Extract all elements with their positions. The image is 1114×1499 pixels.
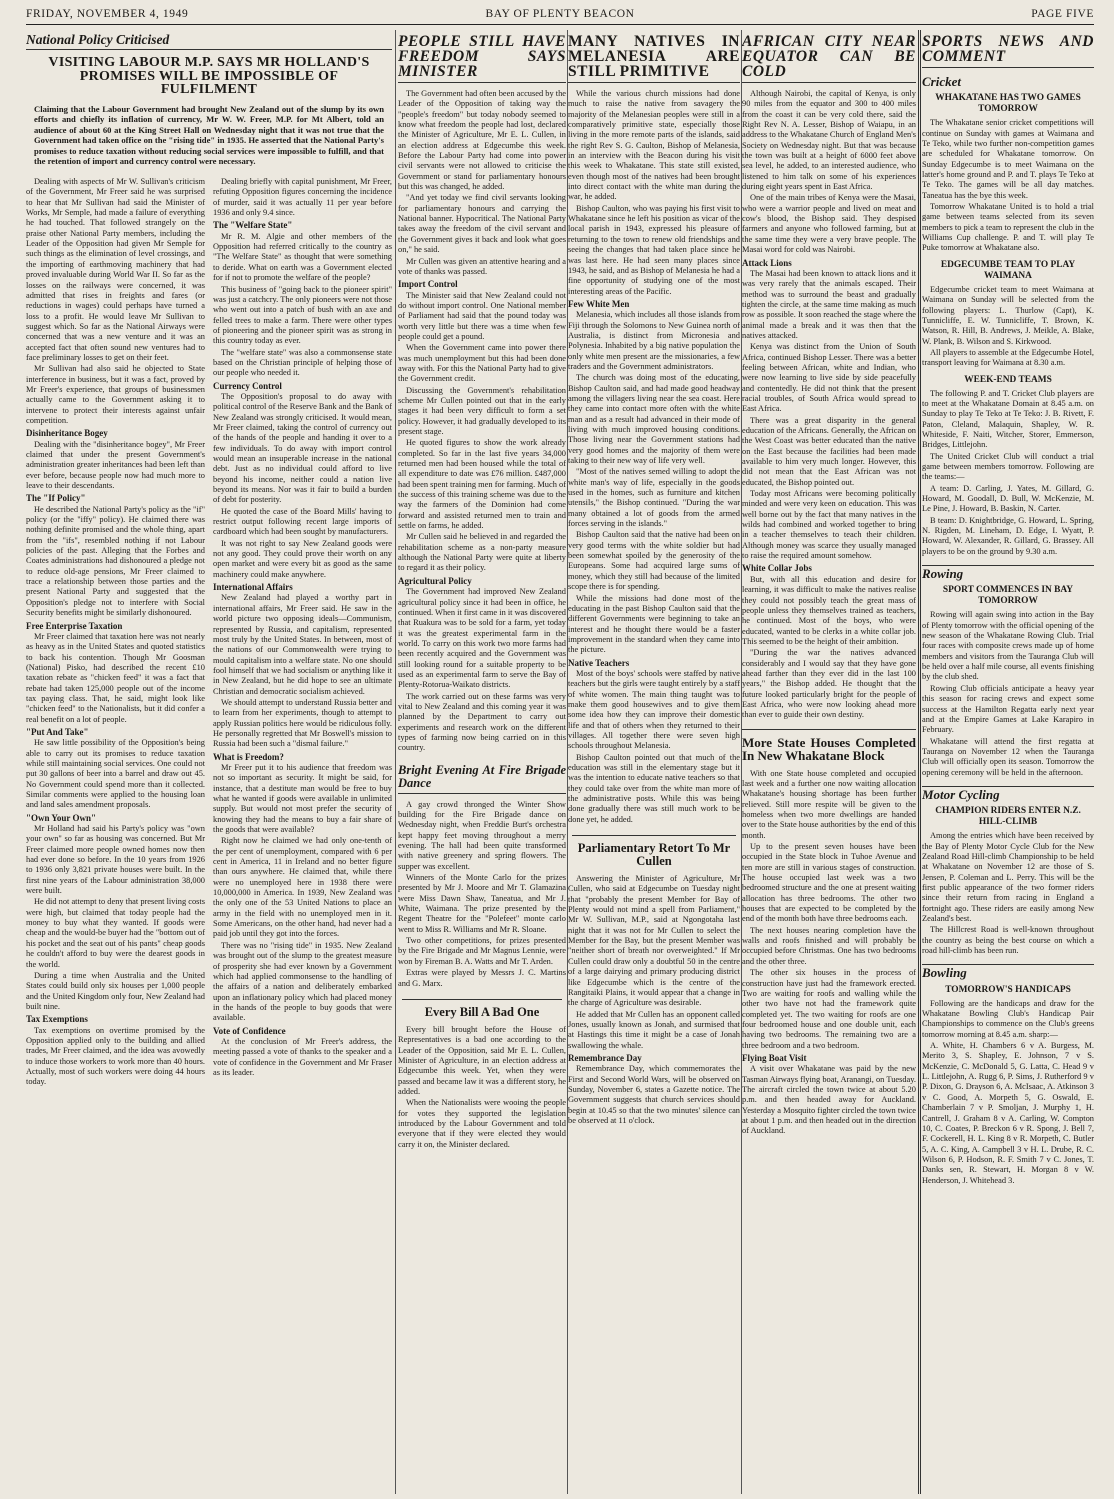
- sports-column-rule: [918, 30, 921, 1494]
- paragraph: Dealing briefly with capital punishment, Mr Freer, refuting Opposition figures concerning the incidence of murder, said it was actually 11 per year before 1936 and only 9.4 since.: [213, 177, 392, 218]
- paragraph: Bishop Caulton said that the native had been on very good terms with the white soldier but had been somewhat spoiled by the generosity of the Europeans. Some had acquired large sums of money, which they still had because of the limited scope there is for spending.: [568, 530, 740, 592]
- paragraph: Today most Africans were becoming politically minded and were very keen on education. This was well borne out by the fact that many natives in the wilds had combined and worked together to bring in a teacher themselves to teach their children. Although money was scarce they usually managed to raise the required amount somehow.: [742, 489, 916, 561]
- paragraph: Dealing with the "disinheritance bogey", Mr Freer claimed that under the present Government's administration greater inheritances had been left than ever before, because people now had much more to leave to their descendants.: [26, 439, 205, 491]
- subheading: What is Freedom?: [213, 751, 284, 762]
- paragraph: Edgecumbe cricket team to meet Waimana at Waimana on Sunday will be selected from the following players: L. Thurlow (Capt), K. Tunnicliffe, E. W. Tunnicliffe, T. Brown, K. Watson, R. Hill, B. Andrews, J. Meikle, A. Blake, W. Plank, B. Wilson and S. Kirkwood.: [922, 284, 1094, 346]
- paragraph: Dealing with aspects of Mr W. Sullivan's criticism of the Government, Mr Freer said he was surprised to hear that Mr Sullivan had said the Minister of Works, Mr Semple, had made a failure of everything he had touched. That followed strangely on the praise other National Party members, including the Leader of the Opposition had given Mr Semple for such things as the elimination of level crossings, and the importing of earthmoving machinery that had proved invaluable during World War II. So far as the losses on the railways were concerned, it was admitted that rises in freights and fares (or reductions in wages) could perhaps have turned a loss to a profit. He would leave Mr Sullivan to suggest which. So far as the National Airways were concerned that was a new venture and it was an accepted fact that often sound new ventures had to face preliminary losses to get on their feet.: [26, 177, 205, 362]
- paragraph: This business of "going back to the pioneer spirit" was just a catchcry. The only pioneers were not those who went out into a patch of bush with an axe and felled trees to make a farm. There were other types of pioneering and the pioneer spirit was as strong in this country today as ever.: [213, 284, 392, 346]
- column-freedom: [398, 30, 566, 1494]
- paragraph: Rowing will again swing into action in the Bay of Plenty tomorrow with the official opening of the new season of the Whakatane Rowing Club. Trial four races with composite crews made up of home members and visitors from the Tauranga Club will be held over a half mile course, all events finishing by the club shed.: [922, 610, 1094, 682]
- article-headline: Bright Evening At Fire Brigade Dance: [398, 764, 566, 794]
- paragraph: The next houses nearing completion have the walls and roofs finished and will probably be occupied before Christmas. One has two bedrooms and the other three.: [742, 925, 916, 966]
- paragraph: The Hillcrest Road is well-known throughout the country as being the best course on which a road hill-climb has been run.: [922, 925, 1094, 956]
- paragraph: Extras were played by Messrs J. C. Martins and G. Marx.: [398, 968, 566, 988]
- subheading: Free Enterprise Taxation: [26, 620, 123, 631]
- subheading: Agricultural Policy: [398, 575, 472, 586]
- subheading: Attack Lions: [742, 257, 792, 268]
- paragraph: He quoted figures to show the work already completed. So far in the last five years 34,000 returned men had been housed while the total of all expenditure to date was £76 million. £487,000 had been spent training men for farming. Much of the success of this training scheme was due to the way the farmers of the Dominion had come forward and assisted returned men to train and settle on farms, he added.: [398, 438, 566, 531]
- subheading: Tax Exemptions: [26, 1014, 88, 1025]
- paragraph: Following are the handicaps and draw for the Whakatane Bowling Club's Handicap Pair Championships to commence on the Club's greens tomorrow morning at 8.45 a.m. sharp:—: [922, 998, 1094, 1039]
- paragraph: Bishop Caulton pointed out that much of the education was still in the elementary stage but it was the intention to educate native teachers so that they could take over from the white man more of the administrative posts. While this was being done gradually there was still much work to be done yet, he added.: [568, 752, 740, 824]
- paragraph: Winners of the Monte Carlo for the prizes presented by Mr J. Moore and Mr T. Glamazina were Miss Dawn Shaw, Taneatua, and Mr J. White, Waimana. The prize presented by the Regent Theatre for the "Polefeet" monte carlo went to Miss R. Williams and Mr R. Sloane.: [398, 873, 566, 934]
- masthead: BAY OF PLENTY BEACON: [485, 8, 635, 20]
- article-headline: Every Bill A Bad One: [402, 999, 562, 1019]
- paragraph: Every bill brought before the House of Representatives is a bad one according to the Leader of the Opposition, said Mr E. L. Cullen, Minister of Agriculture, in an election address at Edgecumbe this week. Yet, when they were passed and became law it was a different story, he added.: [398, 1024, 566, 1096]
- paragraph: The other six houses in the process of construction have just had the framework erected. Two are waiting for roofs and walling while the other two have not had the framework quite completed yet. The two waiting for roofs are one four bedroomed house and one double unit, each having two bedrooms. The remaining two are a three bedroom and a two bedroom.: [742, 968, 916, 1050]
- paragraph: The following P. and T. Cricket Club players are to meet at the Whakatane Domain at 8.45 a.m. on Sunday to play Te Teko at Te Teko: J. B. Rivett, F. Paton, Cleland, Malaquin, Shapley, W. R. Whiteside, F. Naiti, Witcher, Storer, Emmerson, Bridges, Littlejohn.: [922, 388, 1094, 450]
- paragraph: "During the war the natives advanced considerably and I would say that they have gone ahead farther than they ever did in the last 100 years," the Bishop added. He thought that the future looked particularly bright for the people of East Africa, who were now looking ahead more than ever to guide their own destiny.: [742, 648, 916, 720]
- paragraph: Discussing the Government's rehabilitation scheme Mr Cullen pointed out that in the early stages it had been very difficult to form a set policy. However, it had gradually developed to its present stage.: [398, 385, 566, 436]
- sport-title: Cricket: [922, 74, 961, 89]
- paragraph: The Opposition's proposal to do away with political control of the Reserve Bank and the Bank of New Zealand was strongly criticised. It would mean, Mr Freer claimed, taking the control of currency out of the hands of the people and handing it over to a few individuals. To do away with import control would mean an insuperable increase in the national debt. Just as no individual could afford to live beyond his income, neither could a nation live beyond its means. Nor was it fair to build a burden of debt for posterity.: [213, 391, 392, 505]
- article-body-left: [26, 177, 205, 1089]
- paragraph: Kenya was distinct from the Union of South Africa, continued Bishop Lesser. There was a better feeling between African, white and Indian, who were now learning to live side by side peacefully and contentedly. He did not think that the present racial troubles, of South Africa would spread to East Africa.: [742, 342, 916, 414]
- article-headline: Parliamentary Retort To Mr Cullen: [572, 835, 736, 868]
- section-title: SPORTS NEWS AND COMMENT: [922, 34, 1094, 68]
- sport-title: Bowling: [922, 964, 1094, 978]
- paragraph: A. White, H. Chambers 6 v A. Burgess, M. Merito 3, S. Shapley, E. Johnson, 7 v S. McKenzie, C. McDonald 5, G. Latta, C. Head 9 v L. Littlejohn, A. Rugg 6, P. Sims, J. Rutherford 9 v P. Dixon, G. Drayson 6, A. McIsaac, A. Atkinson 3 v C. Good, A. Morpeth 5, G. Oswald, E. Chamberlain 7 v P. Smoljan, J. Murphy 1, H. Cantrell, J. Graham 8 v A. Carling, W. Compton 10, C. Coates, P. Breckon 6 v R. Spong, J. Bell 7, F. Cockerell, H. L. King 8 v R. Morpeth, C. Butler 5, A. C. King, A. Campbell 3 v H. L. Drube, R. C. Wilson 6, P. Hodson, R. F. Smith 7 v C. Jones, T. Danks sen, R. Stewart, H. Morgan 8 v W. Henderson, J. Whitehead 3.: [922, 1041, 1094, 1185]
- paragraph: Rowing Club officials anticipate a heavy year this season for racing crews and expect some success at the Hamilton Regatta early next year and at the Empire Games at Lake Karapiro in February.: [922, 683, 1094, 735]
- article-headline: VISITING LABOUR M.P. SAYS MR HOLLAND'S PROMISES WILL BE IMPOSSIBLE OF FULFILMENT: [48, 55, 370, 97]
- paragraph: Tax exemptions on overtime promised by the Opposition applied only to the building and allied trades, Mr Freer claimed, and the idea was avowedly to induce those workers to work more than 40 hours. Actually, most of such workers were doing 44 hours today.: [26, 1025, 205, 1087]
- paragraph: A visit over Whakatane was paid by the new Tasman Airways flying boat, Aranangi, on Tuesday. The aircraft circled the town twice at about 5.20 p.m. and then headed away for Auckland. Yesterday a Mosquito fighter circled the town twice at about 1 p.m. and then headed out in the direction of Auckland.: [742, 1064, 916, 1136]
- article-headline: WEEK-END TEAMS: [964, 374, 1052, 385]
- article-headline: AFRICAN CITY NEAR EQUATOR CAN BE COLD: [742, 34, 916, 83]
- article-headline: PEOPLE STILL HAVE FREEDOM SAYS MINISTER: [398, 34, 566, 83]
- paragraph: Remembrance Day, which commemorates the First and Second World Wars, will be observed on Sunday, November 6, states a Gazette notice. The Government suggests that church services should begin at 10.45 so that the two minutes' silence can be observed at 11 o'clock.: [568, 1064, 740, 1125]
- article-intro: Claiming that the Labour Government had brought New Zealand out of the slump by its own efforts and chiefly its inflation of currency, Mr W. W. Freer, M.P. for Mt Albert, told an audience of about 60 at the King Street Hall on Wednesday night that it was not true that the Government had taken office on the "rising tide" in 1935. He asserted that the National Party's promises to reduce taxation without reducing social services were impossible to fulfill, and that the retention of import and currency control were necessary.: [34, 103, 384, 167]
- paragraph: We should attempt to understand Russia better and to learn from her experiments, though to attempt to apply Russian politics here would be ridiculous folly. He personally regretted that Mr Boswell's mission to Russia had been such a "dismal failure.": [213, 697, 392, 749]
- subheading: "Put And Take": [26, 726, 89, 737]
- subheading: Disinheritance Bogey: [26, 428, 108, 439]
- paragraph: The "welfare state" was also a commonsense state based on the Christian principle of helping those of our people who needed it.: [213, 347, 392, 378]
- page-number: PAGE FIVE: [1031, 8, 1094, 20]
- subheading: The "If Policy": [26, 493, 86, 504]
- header-date: FRIDAY, NOVEMBER 4, 1949: [26, 8, 189, 20]
- paragraph: Mr Freer put it to his audience that freedom was not so important as security. It might be said, for instance, that a destitute man would be free to buy what he wanted if goods were available in unlimited supply. But would not most prefer the security of knowing they had the means to buy a fair share of the goods that were available?: [213, 762, 392, 835]
- paragraph: Answering the Minister of Agriculture, Mr Cullen, who said at Edgecumbe on Tuesday night that "probably the present Member for Bay of Plenty would not mind a spell from Parliament," Mr W. Sullivan, M.P., said at Ngongotaha last night that it was not for Mr Cullen to select the Member for the Bay, but the present Member was "neither short of breath nor overweighted." If Mr Cullen could draw only a doubtful 50 in the centre of a large dairying and primary producing district like Edgecumbe which is the centre of the Rangitaiki Plains, it would appear that a change in the charge of Agriculture was desirable.: [568, 874, 740, 1008]
- paragraph: He described the National Party's policy as the "if" policy (or the "iffy" policy). He claimed there was nothing definite promised and the whole thing, apart from the "ifs", resembled nothing if not Labour policies of the past. Alleging that the Forbes and Coates administrations had dishonoured a pledge not to reduce old-age pensions, Mr Freer claimed to trace a relationship between those parties and the present National Party and suggested that the Opposition's pledge not to interfere with Social Security benefits might be similarly dishonoured.: [26, 504, 205, 618]
- paragraph: Mr Holland had said his Party's policy was "own your own" so far as housing was concerned. But Mr Freer claimed more people owned homes now then had ever done so before. In the 10 years from 1926 to 1936 only 3,821 private houses were built. In the first nine years of the Labour administration 38,000 were built.: [26, 824, 205, 896]
- paragraph: Mr Freer claimed that taxation here was not nearly as heavy as in the United States and quoted statistics to back his contention. Though Mr Goosman (National) Pisko, had described the recent £10 taxation rebate as "chicken feed" it was a fact that rebate had taken 125,000 people out of the income tax paying class. That, he said, might look like "chicken feed" to the Nationalists, but it did confer a real benefit on a lot of people.: [26, 631, 205, 724]
- paragraph: But, with all this education and desire for learning, it was difficult to make the natives realise they could not possibly teach the great mass of people unless they themselves trained as teachers, he continued. Most of the boys, who were educated, wanted to be clerks in a white collar job. This seemed to be the height of their ambition.: [742, 574, 916, 646]
- paragraph: The Minister said that New Zealand could not do without import control. One National member of Parliament had said that the pound today was worth very little but there was a time when few people could get a pound.: [398, 290, 566, 341]
- article-headline: TOMORROW'S HANDICAPS: [945, 984, 1071, 995]
- article-body-right: [213, 177, 392, 1089]
- paragraph: When the Nationalists were wooing the people for votes they supported the legislation introduced by the Labour Government and told everyone that if they were elected they would carry it on, the Minister declared.: [398, 1098, 566, 1149]
- paragraph: Mr Cullen was given an attentive hearing and a vote of thanks was passed.: [398, 256, 566, 276]
- article-headline: More State Houses Completed In New Whakatane Block: [742, 729, 916, 763]
- subheading: Vote of Confidence: [213, 1025, 286, 1036]
- paragraph: With one State house completed and occupied last week and a further one now waiting allocation Whakatane's housing shortage has been further relieved. Still more respite will be given to the homeless when two more dwellings are handed over to the State house authorities by the end of this month.: [742, 768, 916, 840]
- paragraph: The Government had improved New Zealand agricultural policy since it had been in office, he continued. When it first came in it was discovered that Ruakura was to be sold for a farm, yet today it was the greatest experimental farm in the world. To carry on this work two more farms had been recently acquired and the Government was still looking round for a suitable property to be used as an experimental farm to serve the Bay of Plenty-Rotorua-Waikato districts.: [398, 587, 566, 690]
- article-headline: MANY NATIVES IN MELANESIA ARE STILL PRIMITIVE: [568, 34, 740, 83]
- paragraph: He saw little possibility of the Opposition's being able to carry out its promises to reduce taxation while still maintaining social services. One could not put 30 gallons of beer into a barrel and draw out 45. No Government could spend more than it collected. Similar comments were applied to the housing loan and land sales amendment proposals.: [26, 738, 205, 810]
- article-headline: SPORT COMMENCES IN BAY TOMORROW: [942, 585, 1074, 607]
- paragraph: A gay crowd thronged the Winter Show building for the Fire Brigade dance on Wednesday night, when Freddie Burt's orchestra kept happy feet moving throughout a merry evening. The hall had been quite transformed with native greenery and spring flowers. The supper was excellent.: [398, 799, 566, 871]
- column-sports: [922, 30, 1094, 1494]
- paragraph: The church was doing most of the educating, Bishop Caulton said, and had made good headway among the villagers living near the sea coast. Here they came into contact more often with the white man and as a result had advanced in their mode of living with much improved housing conditions. Those living near the Government stations had very good homes and the majority of them were taking to their new way of life very well.: [568, 373, 740, 466]
- article-headline: CHAMPION RIDERS ENTER N.Z. HILL-CLIMB: [935, 806, 1081, 828]
- paragraph: Two other competitions, for prizes presented by the Fire Brigade and Mr Magnus Lennie, were won by Fireman B. A. Watts and Mr T. Arden.: [398, 936, 566, 966]
- subheading: Native Teachers: [568, 657, 630, 668]
- paragraph: Among the entries which have been received by the Bay of Plenty Motor Cycle Club for the New Zealand Road Hill-climb Championship to be held at Whakatane on November 12 are those of S. Jensen, P. Coleman and L. Perry. This will be the first public appearance of the two former riders since their return from racing in England a fortnight ago. These riders are easily among New Zealand's best.: [922, 831, 1094, 923]
- paragraph: New Zealand had played a worthy part in international affairs, Mr Freer said. He saw in the world picture two opposing ideals—Communism, represented by Russia, and capitalism, represented most truly by the United States. In between, most of the nations of our Commonwealth were trying to mould capitalism into a welfare state. No one should fool himself that we had socialism or anything like it in New Zealand, but he did hope to see an ultimate Christian and democratic socialism achieved.: [213, 593, 392, 696]
- paragraph: When the Government came into power there was much unemployment but this had been done away with. For this the National Party had to give the Government credit.: [398, 343, 566, 384]
- column-africa: [742, 30, 916, 1494]
- subheading: White Collar Jobs: [742, 563, 812, 574]
- article-body: [26, 177, 392, 1089]
- paragraph: "Most of the natives semed willing to adopt the white man's way of life, especially in the goods used in the homes, such as furniture and kitchen utensils," the Bishop continued. "During the war many obtained a lot of goods from the armed forces serving in the islands.": [568, 467, 740, 529]
- paragraph: The Whakatane senior cricket competitions will continue on Sunday with games at Waimana and Te Teko, while two further non-competition games are scheduled for Whakatane tomorrow. On Sunday Edgecumbe is to meet Waimana on the latter's home ground and P. and T. plays Te Teko at Te Teko. The games will be all day matches. Taneatua has the bye this week.: [922, 118, 1094, 200]
- page-header: [26, 6, 1094, 25]
- paragraph: During a time when Australia and the United States could build only six houses per 1,000 people and the United Kingdom only four, New Zealand had built nine.: [26, 970, 205, 1011]
- sport-title: Rowing: [922, 565, 1094, 579]
- paragraph: Most of the boys' schools were staffed by native teachers but the girls were taught entirely by a staff of white women. The main thing taught was to make them good housewives and to give them some idea how they can improve their domestic life and that of others when they returned to their villages. All together there were seven high schools throughout Melanesia.: [568, 668, 740, 751]
- article-headline: EDGECUMBE TEAM TO PLAY WAIMANA: [940, 259, 1076, 281]
- paragraph: Mr Cullen said he believed in and regarded the rehabilitation scheme as a non-party measure although the National Party were quite at liberty to regard it as their policy.: [398, 532, 566, 573]
- paragraph: Melanesia, which includes all those islands from Fiji through the Solomons to New Guinea north of Australia, is distinct from Micronesia and Polynesia. Inhabited by a big native population the only white men present are the missionaries, a few traders and the Government administrators.: [568, 310, 740, 371]
- paragraph: The work carried out on these farms was very vital to New Zealand and this coming year it was planned by the Department to carry out experiments and research work on the different types of farming now being carried on in this country.: [398, 691, 566, 753]
- paragraph: He did not attempt to deny that present living costs were high, but claimed that today people had the money to buy what they wanted. If goods were cheap and the would-be buyer had the "bottom out of his pocket and the seat out of his pants" cheap goods he couldn't afford to buy were the dearest goods in the world.: [26, 897, 205, 969]
- subheading: Currency Control: [213, 380, 282, 391]
- subheading: The "Welfare State": [213, 220, 293, 231]
- paragraph: He quoted the case of the Board Mills' having to restrict output following recent large imports of cardboard which had been sought by manufacturers.: [213, 506, 392, 537]
- subheading: Flying Boat Visit: [742, 1052, 807, 1063]
- paragraph: It was not right to say New Zealand goods were not any good. They could prove their worth on any open market and were every bit as good as the same machinery could make anywhere.: [213, 538, 392, 579]
- paragraph: A team: D. Carling, J. Yates, M. Gillard, G. Howard, M. Goodall, D. Bull, W. McKenzie, M. Le Pine, J. Howard, B. Baskin, N. Carter.: [922, 483, 1094, 514]
- paragraph: "And yet today we find civil servants looking for parliamentary honours and carrying the National banner. Hypocritical. The National Party takes away the freedom of the civil servant and the Government gives it back and look what goes on," he said.: [398, 193, 566, 255]
- subheading: Few White Men: [568, 298, 630, 309]
- paragraph: The United Cricket Club will conduct a trial game between members tomorrow. Following are the teams:—: [922, 451, 1094, 482]
- paragraph: He added that Mr Cullen has an opponent called Jones, usually known as Jonah, and surmised that at Hastings this time it might be a case of Jonah swallowing the whale.: [568, 1009, 740, 1050]
- paragraph: B team: D. Knightbridge, G. Howard, L. Spring, N. Rigden, M. Lineham, D. Edge, I. Wyatt, P. Howard, W. Alexander, R. Gillard, G. Brassey. All players to be on the ground by 9.30 a.m.: [922, 515, 1094, 556]
- paragraph: The Masai had been known to attack lions and it was very rarely that the animals escaped. Their method was to surround the beast and gradually tighten the circle, at the same time making as much row as possible. It soon reached the stage where the animal made a break and it was then that the natives attacked.: [742, 268, 916, 340]
- paragraph: Right now he claimed we had only one-tenth of the per cent of unemployment, compared with 6 per cent in America, 11 in Ireland and no better figure than ours anywhere. He claimed that, while there were no unemployed here in 1938 there were 10,000,000 in America. In 1939, New Zealand was the only one of the 53 United Nations to place an army in the field with no unemployed men in it. Some Americans, on the other hand, had never had a paid job until they got into the forces.: [213, 836, 392, 939]
- paragraph: While the missions had done most of the educating in the past Bishop Caulton said that the different Governments were beginning to take an interest and he thought there would be a faster improvement in the standard when they came into the picture.: [568, 593, 740, 655]
- paragraph: Bishop Caulton, who was paying his first visit to Whakatane since he left his position as vicar of the local parish in 1943, expressed his pleasure of returning to the town to renew old friendships and seeing the changes that had taken place since he was last here. He had seen many places since 1943, he said, and as Bishop of Melanesia he had a fine opportunity of studying one of the most interesting areas of the Pacific.: [568, 203, 740, 296]
- column-rule: [395, 30, 396, 1494]
- paragraph: All players to assemble at the Edgecumbe Hotel, transport leaving for Waimana at 8.30 a.m.: [922, 347, 1094, 368]
- paragraph: The Government had often been accused by the Leader of the Opposition of taking way the "people's freedom" but today nobody seemed to know what freedom the people had lost, declared the Minister of Agriculture, Mr E. L. Cullen, in an election address at Edgecumbe this week. Before the Labour Party had come into power civil servants were not allowed to criticise the Government or stand for parliamentary honours but this was changed, he added.: [398, 89, 566, 192]
- column-melanesia: [568, 30, 740, 1494]
- article-headline: WHAKATANE HAS TWO GAMES TOMORROW: [935, 93, 1081, 115]
- paragraph: Although Nairobi, the capital of Kenya, is only 90 miles from the equator and 300 to 400 miles from the coast it can be very cold there, said the Right Rev N. A. Lesser, Bishop of Waiapu, in an address to the Whakatane Church of England Men's Society on Wednesday night. But that was because the town was built at a height of 6000 feet above sea level, he added, to an interested audience, who listened to him talk on some of his experiences during eight years spent in East Africa.: [742, 89, 916, 192]
- paragraph: Up to the present seven houses have been occupied in the State block in Tuhoe Avenue and ten more are still in various stages of construction. The house occupied last week was a two bedroomed structure and the one at present waiting allocation has three bedrooms. The other two houses that are expected to be completed by the end of the month both have three bedrooms each.: [742, 842, 916, 924]
- subheading: Remembrance Day: [568, 1052, 642, 1063]
- paragraph: One of the main tribes of Kenya were the Masai, who were a warrior people and lived on meat and cow's blood, the Bishop said. They despised farmers and anyone who followed farming, but at the same time they were a very brave people. The Masai word for cold was Nairobi.: [742, 193, 916, 255]
- sport-title: Motor Cycling: [922, 786, 1094, 800]
- paragraph: Whakatane will attend the first regatta at Tauranga on November 12 when the Tauranga Club will officially open its season. Tomorrow the opening ceremony will be held in the afternoon.: [922, 736, 1094, 777]
- paragraph: Mr R. M. Algie and other members of the Opposition had referred critically to the country as "The Welfare State" as thought that were something to deride. What on earth was a Government elected for if not to promote the welfare of the people?: [213, 231, 392, 283]
- paragraph: Tomorrow Whakatane United is to hold a trial game between teams selected from its seven members to pick a team to represent the club in the Williams Cup challenge. P. and T. will play Te Puke tomorrow at Whakatane also.: [922, 202, 1094, 253]
- column-national-policy: [26, 30, 392, 1494]
- paragraph: There was no "rising tide" in 1935. New Zealand was brought out of the slump to the greatest measure of prosperity she had ever known by a Government which had applied commonsense to the handling of the affairs of a nation and deliberately embarked upon an inflationary policy which had placed money in the hands of the people to buy goods that were available.: [213, 940, 392, 1023]
- subheading: Import Control: [398, 279, 458, 290]
- paragraph: Mr Sullivan had also said he objected to State interference in business, but it was a fact, proved by Mr Freer's experience, that groups of businessmen actually came to the Government asking it to intervene to protect their interests against unfair competition.: [26, 364, 205, 425]
- paragraph: There was a great disparity in the general education of the Africans. Generally, the African on the West Coast was better educated than the native on the East because the facilities had been made available to him very much longer. However, this did not mean that the East African was not educated, the Bishop pointed out.: [742, 415, 916, 487]
- subheading: International Affairs: [213, 582, 293, 593]
- section-title: National Policy Criticised: [26, 32, 392, 50]
- subheading: "Own Your Own": [26, 812, 97, 823]
- paragraph: At the conclusion of Mr Freer's address, the meeting passed a vote of thanks to the speaker and a vote of confidence in the Government and Mr Fraser as its leader.: [213, 1036, 392, 1077]
- paragraph: While the various church missions had done much to raise the native from savagery the majority of the Melanesian peoples were still in a comparatively primitive state, especially those living in the more remote parts of the islands, said the right Rev S. G. Caulton, Bishop of Melanesia, in an interview with the Beacon during his visit this week to Whakatane. This state still existed, even though most of the natives had been brought into direct contact with the white man during the war, he added.: [568, 89, 740, 202]
